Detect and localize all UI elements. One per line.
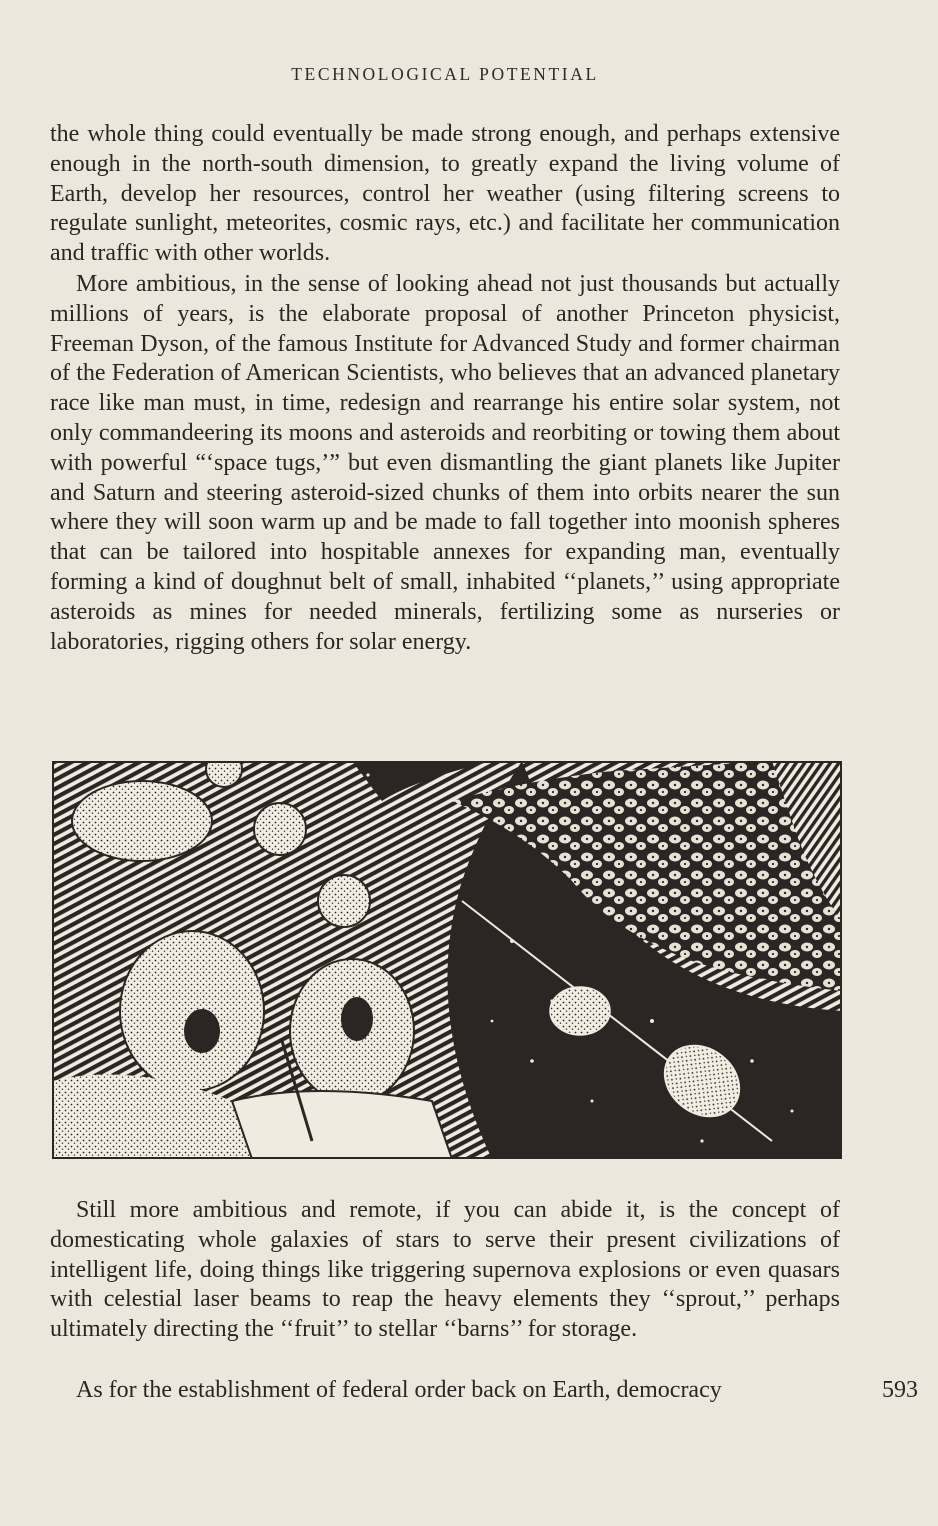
small-planet [206, 761, 242, 787]
paragraph-2: More ambitious, in the sense of looking ahead not just thousands but actually millions of years, is the elaborate proposal of another Princeton physicist, Freeman Dyson, of the famous Institute for Advanced Study and former chairman of the Federation of American Scientists, who believes that an advanced planetary race like man must, in time, redesign and rearrange his entire solar system, not only commandeering its moons and asteroids and reorbiting or towing them about with powerful “‘space tugs,’” but even dismantling the giant planets like Jupiter and Saturn and steering asteroid-sized chunks of them into orbits nearer the sun where they will soon warm up and be made to fall together into moonish spheres that can be tailored into hospitable annexes for expanding man, eventually forming a kind of doughnut belt of small, inhabited ‘‘planets,’’ using appropriate asteroids as mines for needed minerals, fertilizing some as nurseries or laboratories, rigging others for solar energy. [50, 271, 840, 655]
child-face-left [120, 931, 264, 1091]
illustration-space-engraving [52, 761, 842, 1159]
paragraph-3: Still more ambitious and remote, if you can abide it, is the concept of domesticating whole galaxies of stars to serve their present civilizations of intelligent life, doing things like triggering supernova explosions or even quasars with celestial laser beams to reap the heavy elements they ‘‘sprout,’’ perhaps ultimately directing the ‘‘fruit’’ to stellar ‘‘barns’’ for storage. [50, 1197, 840, 1343]
small-planet [318, 875, 370, 927]
paragraph-4: As for the establishment of federal order back on Earth, democracy [76, 1377, 722, 1403]
page-number: 593 [882, 1377, 918, 1403]
running-head: TECHNOLOGICAL POTENTIAL [291, 64, 599, 84]
small-planet [254, 803, 306, 855]
paragraph-1: the whole thing could eventually be made strong enough, and perhaps extensive enough in the north-south dimension, to greatly expand the living volume of Earth, develop her resources, control her weather (using filtering screens to regulate sunlight, meteorites, cosmic rays, etc.) and facilitate her communication and traffic with other worlds. [50, 121, 840, 267]
asteroid [550, 987, 610, 1035]
